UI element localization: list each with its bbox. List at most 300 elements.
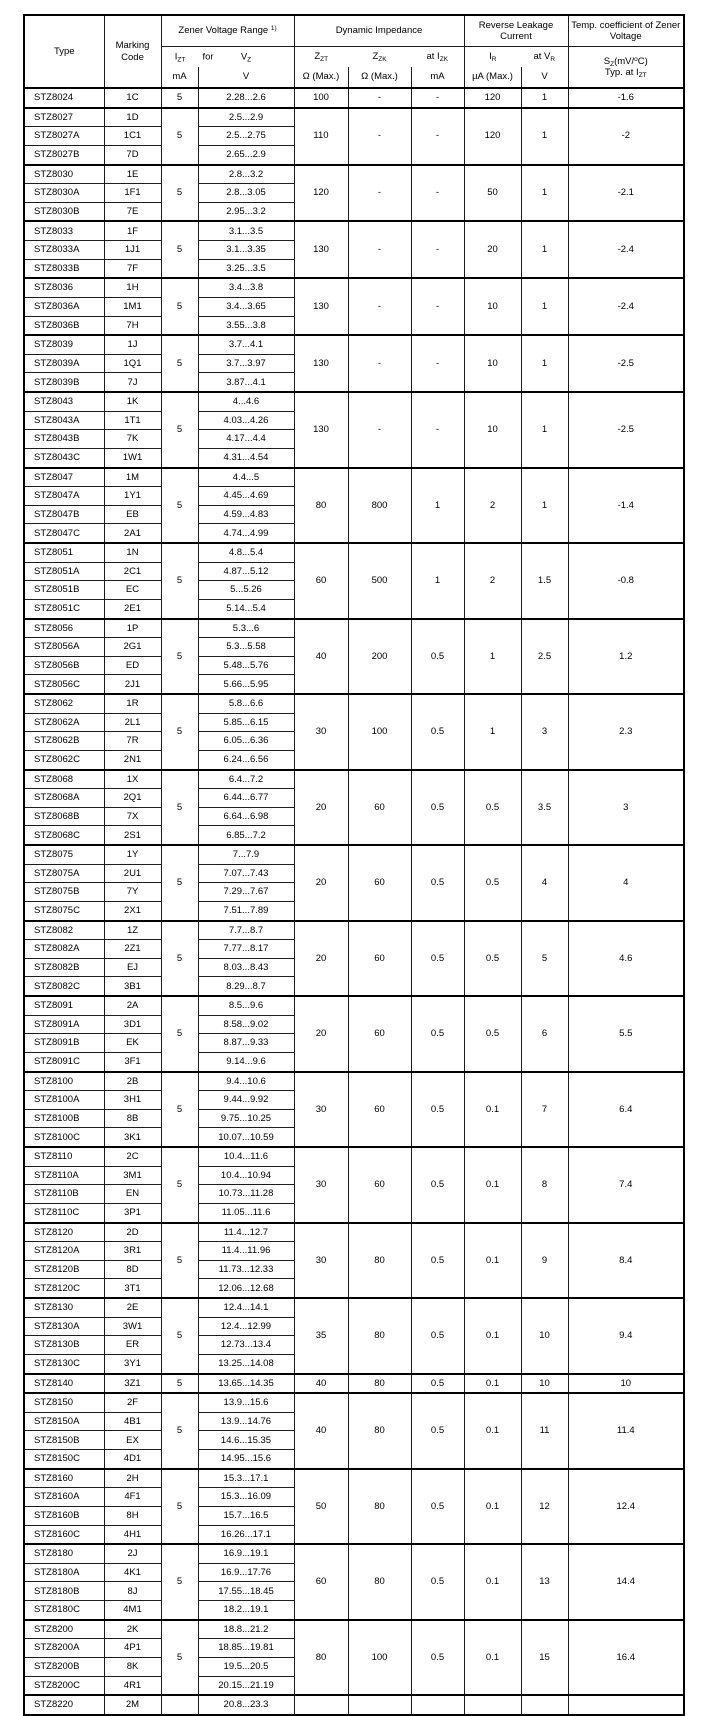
marking-cell: 1M — [104, 468, 161, 487]
type-cell: STZ8039B — [24, 373, 104, 392]
zzt-cell: 20 — [294, 921, 348, 997]
zzk-cell: 100 — [348, 1620, 411, 1696]
izt-cell: 5 — [161, 468, 198, 544]
vr-cell: 4 — [521, 845, 568, 921]
marking-cell: 2X1 — [104, 901, 161, 920]
table-row — [24, 88, 684, 108]
table-row — [24, 278, 684, 297]
header-unit-vr: V — [521, 67, 568, 88]
spec-table-body — [24, 88, 684, 1715]
type-cell: STZ8068C — [24, 826, 104, 845]
header-type: Type — [24, 15, 104, 88]
izk-cell: - — [411, 278, 464, 335]
vz-cell: 4.45...4.69 — [198, 487, 294, 506]
marking-cell: 1C1 — [104, 127, 161, 146]
type-cell: STZ8056C — [24, 675, 104, 694]
zzt-cell: 30 — [294, 1223, 348, 1299]
vz-cell: 2.5...2.9 — [198, 108, 294, 127]
vz-cell: 11.4...11.96 — [198, 1242, 294, 1261]
type-cell: STZ8200 — [24, 1620, 104, 1639]
type-cell: STZ8033 — [24, 221, 104, 240]
vr-cell: 7 — [521, 1072, 568, 1148]
vz-cell: 15.3...17.1 — [198, 1469, 294, 1488]
zzt-cell: 30 — [294, 1072, 348, 1148]
vr-cell: 1 — [521, 278, 568, 335]
sz-cell: -2.4 — [568, 221, 684, 278]
marking-cell: EC — [104, 581, 161, 600]
type-cell: STZ8100C — [24, 1128, 104, 1147]
type-cell: STZ8130C — [24, 1354, 104, 1373]
vz-cell: 12.4...14.1 — [198, 1298, 294, 1317]
ir-cell: 0.1 — [464, 1374, 521, 1394]
header-zzt-symbol: $Z_{ZT}$ — [294, 47, 348, 68]
sz-cell: 8.4 — [568, 1223, 684, 1299]
sz-cell: 11.4 — [568, 1393, 684, 1469]
zzt-cell: 20 — [294, 770, 348, 846]
ir-cell — [464, 1695, 521, 1715]
marking-cell: 7R — [104, 732, 161, 751]
vz-cell: 2.8...3.2 — [198, 165, 294, 184]
marking-cell: 2A — [104, 996, 161, 1015]
vr-cell: 1 — [521, 221, 568, 278]
zzt-cell: 40 — [294, 1374, 348, 1394]
vz-cell: 10.73...11.28 — [198, 1185, 294, 1204]
vz-cell: 20.8...23.3 — [198, 1695, 294, 1715]
type-cell: STZ8068B — [24, 807, 104, 826]
type-cell: STZ8036A — [24, 297, 104, 316]
zzk-cell — [348, 1695, 411, 1715]
vz-cell: 10.4...11.6 — [198, 1147, 294, 1166]
type-cell: STZ8150 — [24, 1393, 104, 1412]
marking-cell: 1M1 — [104, 297, 161, 316]
marking-cell: 3D1 — [104, 1015, 161, 1034]
table-row — [24, 694, 684, 713]
type-cell: STZ8082 — [24, 921, 104, 940]
vz-cell: 4.59...4.83 — [198, 505, 294, 524]
header-temp-coefficient: Temp. coefficient of Zener Voltage — [568, 15, 684, 47]
table-row — [24, 335, 684, 354]
sz-cell: -2.5 — [568, 392, 684, 468]
table-row — [24, 1147, 684, 1166]
zzk-cell: 80 — [348, 1393, 411, 1469]
sz-cell: 1.2 — [568, 619, 684, 695]
vr-cell: 1 — [521, 335, 568, 392]
zzt-cell: 100 — [294, 88, 348, 108]
zzk-cell: 80 — [348, 1544, 411, 1620]
type-cell: STZ8160B — [24, 1506, 104, 1525]
marking-cell: 2D — [104, 1223, 161, 1242]
header-at-vr-symbol: at $V_R$ — [521, 47, 568, 68]
vz-cell: 18.85...19.81 — [198, 1639, 294, 1658]
izk-cell: 0.5 — [411, 770, 464, 846]
table-row — [24, 108, 684, 127]
type-cell: STZ8039 — [24, 335, 104, 354]
vz-cell: 5...5.26 — [198, 581, 294, 600]
type-cell: STZ8200C — [24, 1676, 104, 1695]
header-izt-symbol: $I_{ZT}$ — [174, 51, 186, 64]
vz-cell: 8.58...9.02 — [198, 1015, 294, 1034]
zzk-cell: 60 — [348, 921, 411, 997]
marking-cell: 8B — [104, 1109, 161, 1128]
table-row — [24, 221, 684, 240]
izt-cell: 5 — [161, 1223, 198, 1299]
type-cell: STZ8160C — [24, 1525, 104, 1544]
marking-cell: 7D — [104, 145, 161, 164]
ir-cell: 0.5 — [464, 996, 521, 1072]
sz-cell: 10 — [568, 1374, 684, 1394]
marking-cell: 3T1 — [104, 1279, 161, 1298]
marking-cell: 2B — [104, 1072, 161, 1091]
table-row — [24, 1374, 684, 1394]
type-cell: STZ8180C — [24, 1601, 104, 1620]
vz-cell: 7.07...7.43 — [198, 864, 294, 883]
vz-cell: 4.17...4.4 — [198, 430, 294, 449]
izk-cell: - — [411, 335, 464, 392]
type-cell: STZ8043 — [24, 392, 104, 411]
zzt-cell: 20 — [294, 996, 348, 1072]
type-cell: STZ8110 — [24, 1147, 104, 1166]
vz-cell: 11.4...12.7 — [198, 1223, 294, 1242]
vz-cell: 13.9...14.76 — [198, 1412, 294, 1431]
izt-cell: 5 — [161, 88, 198, 108]
ir-cell: 20 — [464, 221, 521, 278]
izt-cell: 5 — [161, 619, 198, 695]
type-cell: STZ8062A — [24, 713, 104, 732]
zzk-cell: 80 — [348, 1469, 411, 1545]
vz-cell: 15.3...16.09 — [198, 1488, 294, 1507]
vz-cell: 6.44...6.77 — [198, 789, 294, 808]
header-ir-symbol: $I_R$ — [464, 47, 521, 68]
vz-cell: 4.74...4.99 — [198, 524, 294, 543]
vz-cell: 4.03...4.26 — [198, 411, 294, 430]
zzk-cell: - — [348, 221, 411, 278]
marking-cell: 7Y — [104, 883, 161, 902]
vz-cell: 2.8...3.05 — [198, 184, 294, 203]
vr-cell: 1 — [521, 88, 568, 108]
izk-cell: 0.5 — [411, 694, 464, 770]
vz-cell: 9.4...10.6 — [198, 1072, 294, 1091]
marking-cell: 4K1 — [104, 1563, 161, 1582]
marking-cell: EJ — [104, 958, 161, 977]
marking-cell: 2C — [104, 1147, 161, 1166]
table-row — [24, 468, 684, 487]
izk-cell: 1 — [411, 543, 464, 619]
izk-cell: 0.5 — [411, 1147, 464, 1223]
table-row — [24, 1469, 684, 1488]
table-row — [24, 1620, 684, 1639]
izk-cell: - — [411, 165, 464, 222]
izk-cell: - — [411, 88, 464, 108]
type-cell: STZ8056A — [24, 638, 104, 657]
header-zener-voltage-range: Zener Voltage Range $^{1)}$ — [161, 15, 294, 47]
vz-cell: 5.3...6 — [198, 619, 294, 638]
sz-cell: 4 — [568, 845, 684, 921]
zzt-cell: 60 — [294, 543, 348, 619]
marking-cell: EK — [104, 1034, 161, 1053]
sz-cell: 5.5 — [568, 996, 684, 1072]
datasheet-page — [23, 14, 685, 1716]
sz-cell: 2.3 — [568, 694, 684, 770]
type-cell: STZ8075A — [24, 864, 104, 883]
type-cell: STZ8091A — [24, 1015, 104, 1034]
vz-cell: 9.75...10.25 — [198, 1109, 294, 1128]
marking-cell: 1J — [104, 335, 161, 354]
izt-cell: 5 — [161, 543, 198, 619]
marking-cell: EB — [104, 505, 161, 524]
type-cell: STZ8030A — [24, 184, 104, 203]
marking-cell: 2N1 — [104, 750, 161, 769]
type-cell: STZ8100B — [24, 1109, 104, 1128]
marking-cell: 3Z1 — [104, 1374, 161, 1394]
zzt-cell: 130 — [294, 278, 348, 335]
sz-cell: 3 — [568, 770, 684, 846]
type-cell: STZ8033B — [24, 259, 104, 278]
marking-cell: 1E — [104, 165, 161, 184]
vz-cell: 6.4...7.2 — [198, 770, 294, 789]
marking-cell: 4H1 — [104, 1525, 161, 1544]
zzt-cell: 130 — [294, 335, 348, 392]
marking-cell: 1P — [104, 619, 161, 638]
izt-cell: 5 — [161, 1072, 198, 1148]
marking-cell: 1J1 — [104, 241, 161, 260]
marking-cell: 2L1 — [104, 713, 161, 732]
type-cell: STZ8047B — [24, 505, 104, 524]
vz-cell: 8.87...9.33 — [198, 1034, 294, 1053]
vz-cell: 2.28...2.6 — [198, 88, 294, 108]
ir-cell: 0.1 — [464, 1147, 521, 1223]
izk-cell: 0.5 — [411, 1298, 464, 1374]
izk-cell — [411, 1695, 464, 1715]
marking-cell: 3R1 — [104, 1242, 161, 1261]
marking-cell: 8K — [104, 1657, 161, 1676]
zzk-cell: - — [348, 165, 411, 222]
type-cell: STZ8047A — [24, 487, 104, 506]
table-header — [24, 15, 684, 88]
type-cell: STZ8160A — [24, 1488, 104, 1507]
zzk-cell: 60 — [348, 845, 411, 921]
sz-cell: -2.4 — [568, 278, 684, 335]
vz-cell: 5.3...5.58 — [198, 638, 294, 657]
header-sz-line1: $S_Z(mV/^oC)$ — [603, 55, 648, 68]
type-cell: STZ8110A — [24, 1166, 104, 1185]
marking-cell: 2C1 — [104, 562, 161, 581]
izt-cell: 5 — [161, 165, 198, 222]
header-at-izk-symbol: at $I_{ZK}$ — [411, 47, 464, 68]
vz-cell: 16.9...19.1 — [198, 1544, 294, 1563]
vz-cell: 10.07...10.59 — [198, 1128, 294, 1147]
izk-cell: 1 — [411, 468, 464, 544]
izk-cell: 0.5 — [411, 1072, 464, 1148]
izk-cell: 0.5 — [411, 1544, 464, 1620]
zzt-cell: 110 — [294, 108, 348, 165]
izk-cell: - — [411, 221, 464, 278]
zzt-cell: 80 — [294, 468, 348, 544]
sz-cell: -1.6 — [568, 88, 684, 108]
header-unit-izt: mA — [161, 67, 198, 88]
table-row — [24, 996, 684, 1015]
header-unit-zzt: Ω (Max.) — [294, 67, 348, 88]
zzk-cell: 80 — [348, 1374, 411, 1394]
marking-cell: 7J — [104, 373, 161, 392]
type-cell: STZ8150B — [24, 1431, 104, 1450]
vz-cell: 16.9...17.76 — [198, 1563, 294, 1582]
vz-cell: 7.51...7.89 — [198, 901, 294, 920]
ir-cell: 0.1 — [464, 1298, 521, 1374]
header-dynamic-impedance: Dynamic Impedance — [294, 15, 464, 47]
izt-cell: 5 — [161, 1544, 198, 1620]
type-cell: STZ8220 — [24, 1695, 104, 1715]
izk-cell: 0.5 — [411, 1374, 464, 1394]
izk-cell: 0.5 — [411, 1393, 464, 1469]
type-cell: STZ8030B — [24, 202, 104, 221]
izt-cell: 5 — [161, 392, 198, 468]
vz-cell: 3.7...4.1 — [198, 335, 294, 354]
type-cell: STZ8110C — [24, 1203, 104, 1222]
vz-cell: 14.6...15.35 — [198, 1431, 294, 1450]
type-cell: STZ8091 — [24, 996, 104, 1015]
table-row — [24, 1544, 684, 1563]
sz-cell: -0.8 — [568, 543, 684, 619]
vz-cell: 2.95...3.2 — [198, 202, 294, 221]
zener-spec-table — [23, 14, 685, 1716]
vz-cell: 11.05...11.6 — [198, 1203, 294, 1222]
header-unit-izk: mA — [411, 67, 464, 88]
marking-cell: 7K — [104, 430, 161, 449]
marking-cell: 8D — [104, 1260, 161, 1279]
vz-cell: 6.24...6.56 — [198, 750, 294, 769]
marking-cell: 4F1 — [104, 1488, 161, 1507]
type-cell: STZ8180B — [24, 1582, 104, 1601]
zzk-cell: - — [348, 108, 411, 165]
type-cell: STZ8030 — [24, 165, 104, 184]
type-cell: STZ8150A — [24, 1412, 104, 1431]
marking-cell: 2S1 — [104, 826, 161, 845]
header-vz-symbol: $V_Z$ — [240, 51, 252, 64]
vr-cell: 15 — [521, 1620, 568, 1696]
type-cell: STZ8150C — [24, 1450, 104, 1469]
type-cell: STZ8051 — [24, 543, 104, 562]
zzt-cell: 130 — [294, 221, 348, 278]
type-cell: STZ8039A — [24, 354, 104, 373]
zzk-cell: 80 — [348, 1223, 411, 1299]
header-unit-ir: µA (Max.) — [464, 67, 521, 88]
table-row — [24, 619, 684, 638]
marking-cell: 3M1 — [104, 1166, 161, 1185]
sz-cell: -2 — [568, 108, 684, 165]
sz-cell: -1.4 — [568, 468, 684, 544]
type-cell: STZ8062 — [24, 694, 104, 713]
ir-cell: 1 — [464, 619, 521, 695]
vz-cell: 5.14...5.4 — [198, 599, 294, 618]
izt-cell: 5 — [161, 108, 198, 165]
zzk-cell: 80 — [348, 1298, 411, 1374]
vz-cell: 13.65...14.35 — [198, 1374, 294, 1394]
zzk-cell: - — [348, 278, 411, 335]
vz-cell: 4.4...5 — [198, 468, 294, 487]
vz-cell: 11.73...12.33 — [198, 1260, 294, 1279]
table-row — [24, 1223, 684, 1242]
header-marking-code: Marking Code — [104, 15, 161, 88]
type-cell: STZ8056B — [24, 656, 104, 675]
zzt-cell: 60 — [294, 1544, 348, 1620]
izt-cell: 5 — [161, 996, 198, 1072]
sz-cell: 6.4 — [568, 1072, 684, 1148]
izk-cell: 0.5 — [411, 1469, 464, 1545]
marking-cell: ED — [104, 656, 161, 675]
header-unit-vz: V — [198, 67, 294, 88]
header-izt-for-vz — [161, 47, 294, 68]
type-cell: STZ8056 — [24, 619, 104, 638]
marking-cell: 4D1 — [104, 1450, 161, 1469]
vz-cell: 4...4.6 — [198, 392, 294, 411]
header-reverse-leakage-current: Reverse Leakage Current — [464, 15, 568, 47]
zzk-cell: 60 — [348, 1072, 411, 1148]
zzk-cell: - — [348, 392, 411, 468]
vz-cell: 4.8...5.4 — [198, 543, 294, 562]
marking-cell: 2U1 — [104, 864, 161, 883]
marking-cell: EN — [104, 1185, 161, 1204]
type-cell: STZ8100A — [24, 1091, 104, 1110]
type-cell: STZ8082B — [24, 958, 104, 977]
izt-cell: 5 — [161, 221, 198, 278]
type-cell: STZ8120 — [24, 1223, 104, 1242]
izt-cell: 5 — [161, 1620, 198, 1696]
ir-cell: 10 — [464, 335, 521, 392]
zzk-cell: - — [348, 335, 411, 392]
marking-cell: 1D — [104, 108, 161, 127]
zzk-cell: 60 — [348, 770, 411, 846]
type-cell: STZ8075 — [24, 845, 104, 864]
vr-cell: 1.5 — [521, 543, 568, 619]
table-row — [24, 392, 684, 411]
table-row — [24, 1298, 684, 1317]
marking-cell: 1Y — [104, 845, 161, 864]
table-row — [24, 921, 684, 940]
marking-cell: 1T1 — [104, 411, 161, 430]
marking-cell: 3W1 — [104, 1317, 161, 1336]
ir-cell: 1 — [464, 694, 521, 770]
marking-cell: EX — [104, 1431, 161, 1450]
izk-cell: 0.5 — [411, 921, 464, 997]
type-cell: STZ8043A — [24, 411, 104, 430]
header-row-titles — [24, 15, 684, 47]
izt-cell — [161, 1695, 198, 1715]
marking-cell: 1H — [104, 278, 161, 297]
type-cell: STZ8068A — [24, 789, 104, 808]
sz-cell: 14.4 — [568, 1544, 684, 1620]
vz-cell: 7.7...8.7 — [198, 921, 294, 940]
marking-cell: 3H1 — [104, 1091, 161, 1110]
izt-cell: 5 — [161, 1298, 198, 1374]
vz-cell: 7.29...7.67 — [198, 883, 294, 902]
marking-cell: 2J1 — [104, 675, 161, 694]
type-cell: STZ8043C — [24, 448, 104, 467]
table-row — [24, 845, 684, 864]
header-sz-symbol — [568, 47, 684, 89]
table-row-partial — [24, 1695, 684, 1715]
izk-cell: - — [411, 392, 464, 468]
marking-cell: 2A1 — [104, 524, 161, 543]
vz-cell: 18.8...21.2 — [198, 1620, 294, 1639]
vz-cell: 3.1...3.35 — [198, 241, 294, 260]
zzt-cell: 40 — [294, 1393, 348, 1469]
marking-cell: 4P1 — [104, 1639, 161, 1658]
vz-cell: 6.05...6.36 — [198, 732, 294, 751]
marking-cell: 2K — [104, 1620, 161, 1639]
type-cell: STZ8082C — [24, 977, 104, 996]
zzt-cell: 20 — [294, 845, 348, 921]
type-cell: STZ8110B — [24, 1185, 104, 1204]
